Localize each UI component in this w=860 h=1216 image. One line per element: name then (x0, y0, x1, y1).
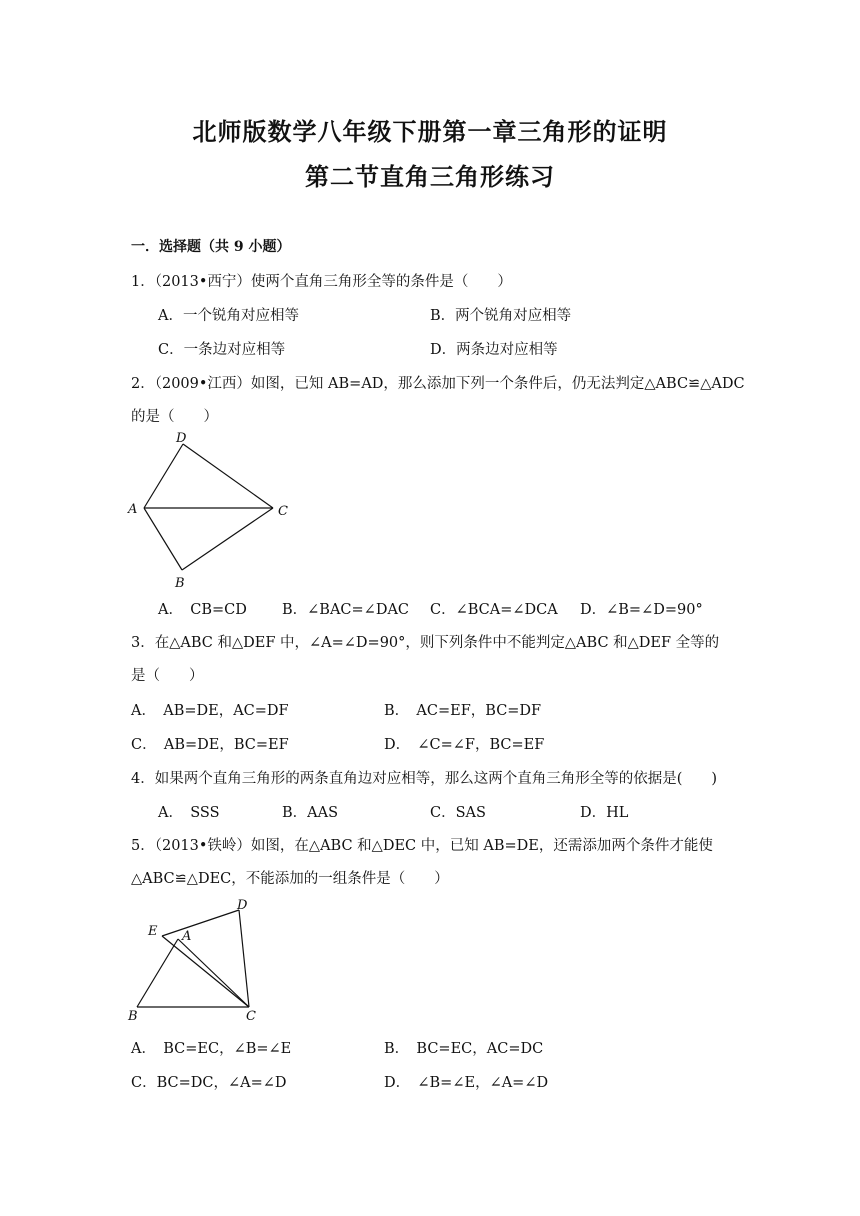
q4-option-c: C．SAS (430, 805, 486, 821)
q3-option-a: A． AB=DE，AC=DF (131, 703, 289, 719)
question-3-text-cont: 是（ ） (131, 668, 204, 684)
q3-option-d: D． ∠C=∠F，BC=EF (384, 737, 545, 753)
q5-option-d: D． ∠B=∠E，∠A=∠D (384, 1075, 549, 1091)
q4-option-b: B．AAS (282, 805, 339, 821)
q5-label-b: B (128, 1009, 138, 1024)
q5-label-c: C (246, 1009, 256, 1024)
q5-label-a: A (182, 929, 192, 944)
q5-option-a: A． BC=EC，∠B=∠E (131, 1041, 292, 1057)
q5-figure-triangles (120, 893, 280, 1028)
question-2-text-cont: 的是（ ） (131, 409, 218, 425)
question-3-text: 3．在△ABC 和△DEF 中，∠A=∠D=90°，则下列条件中不能判定△ABC 和△DEF 全等的 (131, 635, 720, 651)
q2-option-a: A． CB=CD (158, 602, 247, 618)
q4-option-d: D．HL (580, 805, 629, 821)
q1-option-a: A．一个锐角对应相等 (158, 308, 299, 324)
q4-option-a: A． SSS (158, 805, 220, 821)
q2-option-c: C．∠BCA=∠DCA (430, 602, 558, 618)
q2-label-a: A (128, 502, 138, 517)
q5-label-e: E (148, 924, 158, 939)
q2-label-c: C (278, 504, 288, 519)
question-5-text: 5．（2013•铁岭）如图，在△ABC 和△DEC 中，已知 AB=DE，还需添加两个条件才能使 (131, 838, 713, 854)
q1-option-d: D．两条边对应相等 (430, 342, 558, 358)
question-2-text: 2．（2009•江西）如图，已知 AB=AD，那么添加下列一个条件后，仍无法判定△ABC≌△ADC (131, 376, 745, 392)
question-4-text: 4．如果两个直角三角形的两条直角边对应相等，那么这两个直角三角形全等的依据是( ) (131, 771, 718, 787)
q1-option-c: C．一条边对应相等 (158, 342, 286, 358)
q2-option-b: B．∠BAC=∠DAC (282, 602, 410, 618)
page-title: 北师版数学八年级下册第一章三角形的证明 (192, 118, 668, 146)
q5-option-c: C．BC=DC，∠A=∠D (131, 1075, 287, 1091)
q1-option-b: B．两个锐角对应相等 (430, 308, 572, 324)
q5-label-d: D (237, 898, 248, 913)
q5-option-b: B． BC=EC，AC=DC (384, 1041, 544, 1057)
question-5-text-cont: △ABC≌△DEC，不能添加的一组条件是（ ） (131, 871, 449, 887)
page-subtitle: 第二节直角三角形练习 (305, 163, 555, 191)
q3-option-b: B． AC=EF，BC=DF (384, 703, 542, 719)
section-heading: 一．选择题（共 9 小题） (131, 239, 291, 255)
q2-label-b: B (175, 576, 185, 591)
q2-option-d: D．∠B=∠D=90° (580, 602, 703, 618)
question-1-text: 1．（2013•西宁）使两个直角三角形全等的条件是（ ） (131, 274, 512, 290)
q3-option-c: C． AB=DE，BC=EF (131, 737, 289, 753)
q2-figure-kite (120, 425, 300, 595)
q2-label-d: D (176, 431, 187, 446)
